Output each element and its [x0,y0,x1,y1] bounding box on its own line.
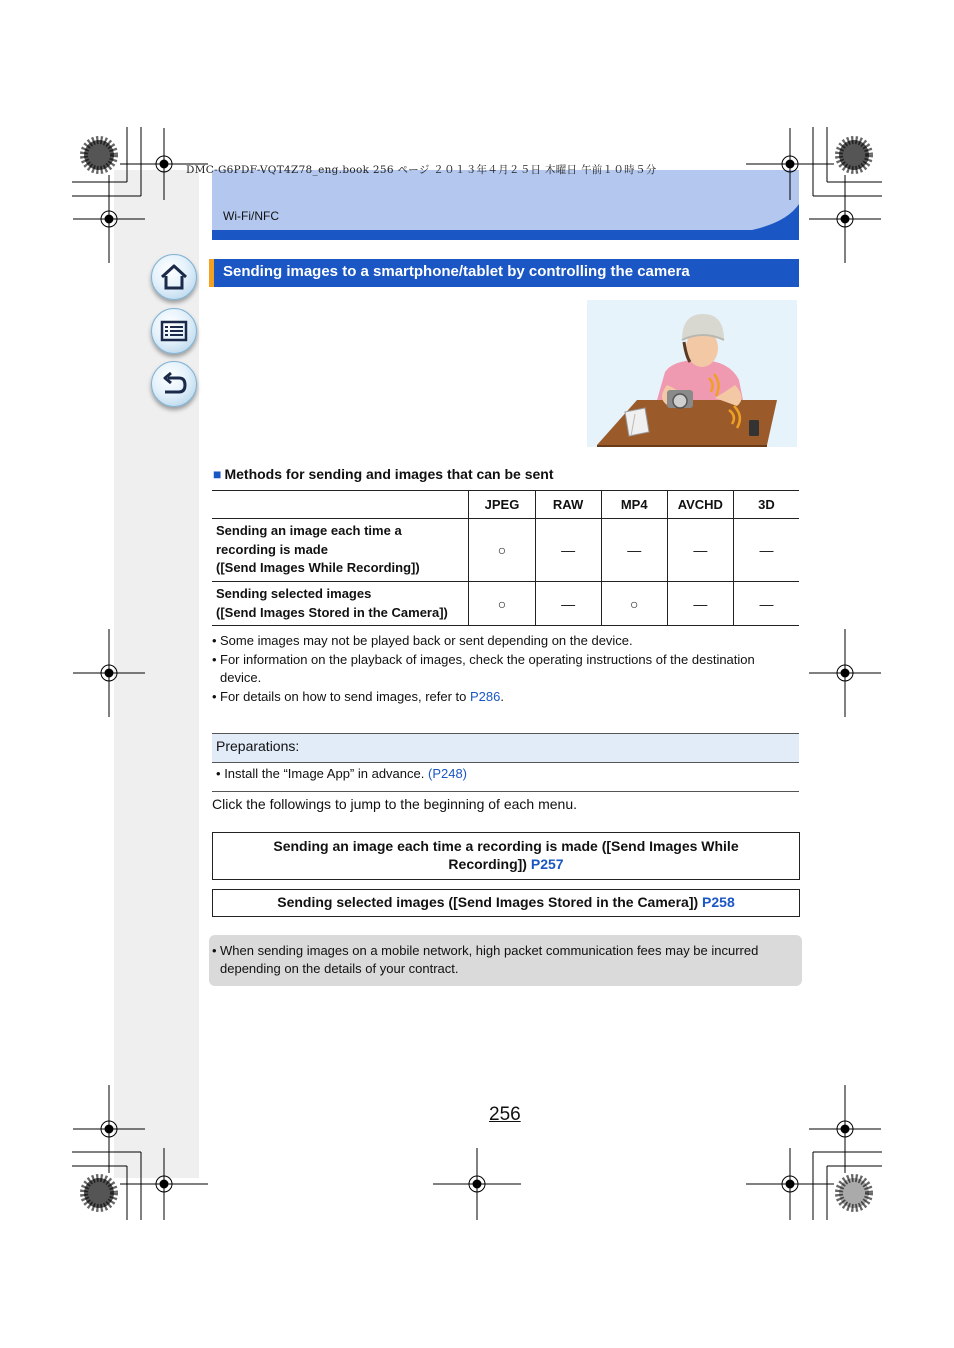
row-label-line: ([Send Images Stored in the Camera]) [216,604,448,620]
page-number: 256 [489,1104,521,1125]
table-cell: ○ [469,582,535,626]
table-cell: ○ [601,582,667,626]
row-label-line: ([Send Images While Recording]) [216,560,420,576]
table-cell: — [601,519,667,582]
table-cell: — [667,519,733,582]
row-label-line: Sending selected images [216,586,372,601]
note-text: device. [220,670,262,685]
bullet: • [212,633,217,648]
note-text: For information on the playback of images, check the operating instructions of the destination [220,652,755,667]
table-header-cell: MP4 [601,491,667,519]
p248-link[interactable]: (P248) [427,766,468,781]
section-label: Wi-Fi/NFC [223,209,279,223]
bullet: • [212,943,217,958]
warning-line: depending on the details of your contract. [220,961,459,976]
preparations-title: Preparations: [216,738,300,754]
jump-link-text: Sending an image each time a recording is made ([Send Images While [273,838,739,854]
table-cell: — [733,582,799,626]
table-cell: — [535,582,601,626]
table-cell: — [733,519,799,582]
table-cell: ○ [469,519,535,582]
row-label-line: Sending an image each time a [216,523,402,539]
p286-link[interactable]: P286 [470,689,501,704]
note-text: Some images may not be played back or sent depending on the device. [220,633,633,648]
note-text: For details on how to send images, refer to [220,689,471,704]
table-header-cell: AVCHD [667,491,733,519]
bullet: • [216,766,221,781]
jump-link-text: Sending selected images ([Send Images Stored in the Camera]) [277,894,699,910]
bullet: • [212,652,217,667]
warning-line: When sending images on a mobile network, high packet communication fees may be incurred [220,943,759,958]
table-header-cell: RAW [535,491,601,519]
click-instructions: Click the followings to jump to the beginning of each menu. [212,796,577,812]
jump-link-text: Recording]) [448,856,527,872]
table-header-cell: JPEG [469,491,535,519]
p257-link[interactable]: P257 [530,856,564,872]
p258-link[interactable]: P258 [702,894,735,910]
row-label-line: recording is made [216,541,328,557]
methods-heading-text: Methods for sending and images that can be sent [224,466,554,482]
print-header: DMC-G6PDF-VQT4Z78_eng.book 256 ページ ２０１３年４月２５日 木曜日 午前１０時５分 [186,164,657,176]
preparations-item-text: Install the “Image App” in advance. [224,766,428,781]
bullet: • [212,689,217,704]
page-title: Sending images to a smartphone/tablet by controlling the camera [223,263,690,280]
table-header-cell: 3D [733,491,799,519]
note-text: . [500,689,505,704]
square-bullet-icon: ■ [213,466,222,482]
table-cell: — [667,582,733,626]
table-cell: — [535,519,601,582]
